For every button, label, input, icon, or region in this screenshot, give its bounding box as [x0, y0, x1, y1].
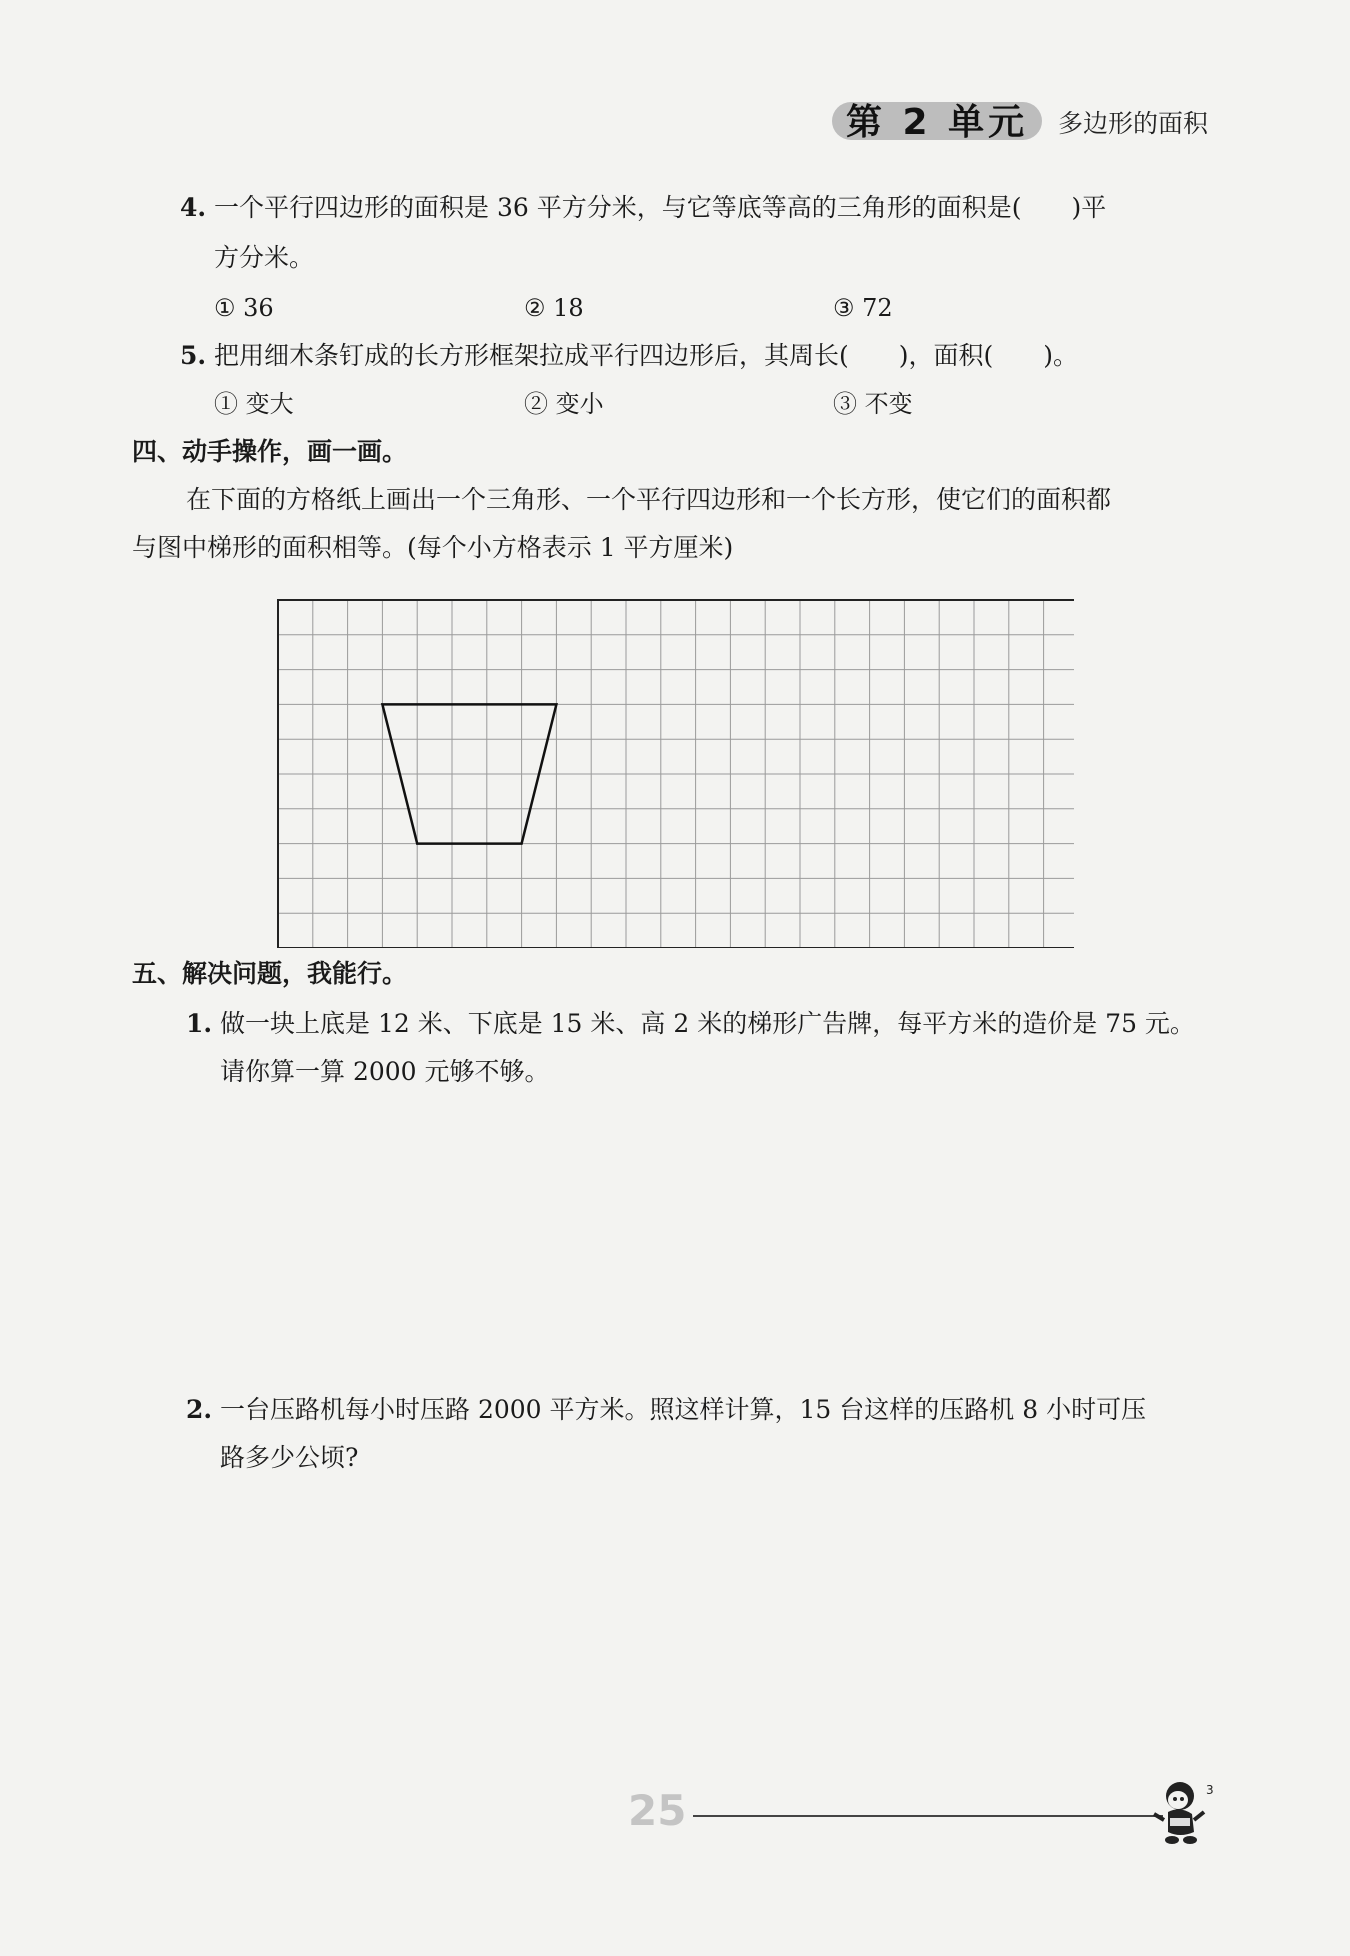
problem-2-line1: 一台压路机每小时压路 2000 平方米。照这样计算，15 台这样的压路机 8 小时可压	[220, 1395, 1147, 1424]
unit-label: 第 2 单元	[846, 101, 1029, 143]
section-4-instruction-line2: 与图中梯形的面积相等。(每个小方格表示 1 平方厘米)	[132, 533, 734, 562]
question-5-option-3: ③ 不变	[833, 390, 913, 418]
question-4-text-line2: 方分米。	[214, 243, 315, 272]
problem-1-line2: 请你算一算 2000 元够不够。	[220, 1057, 550, 1086]
question-5-text: 把用细木条钉成的长方形框架拉成平行四边形后，其周长( )，面积( )。	[214, 341, 1079, 370]
question-4-option-3: ③ 72	[833, 294, 893, 322]
question-4-text-line1: 一个平行四边形的面积是 36 平方分米，与它等底等高的三角形的面积是( )平	[214, 193, 1107, 222]
mascot-icon	[1150, 1776, 1220, 1848]
grid-paper[interactable]	[270, 592, 1074, 948]
unit-topic: 多边形的面积	[1058, 109, 1209, 138]
svg-text:3: 3	[1206, 1783, 1214, 1797]
section-4-title: 四、动手操作，画一画。	[132, 437, 408, 466]
problem-1-line1: 做一块上底是 12 米、下底是 15 米、高 2 米的梯形广告牌，每平方米的造价是 75 元。	[220, 1009, 1195, 1038]
problem-2-line2: 路多少公顷?	[220, 1443, 359, 1472]
section-5-title: 五、解决问题，我能行。	[132, 959, 408, 988]
question-4-option-2: ② 18	[524, 294, 584, 322]
unit-title	[838, 94, 1038, 144]
problem-1-number: 1.	[186, 1009, 213, 1038]
footer-rule	[693, 1815, 1163, 1817]
problem-2-number: 2.	[186, 1395, 213, 1424]
question-4-number: 4.	[180, 193, 207, 222]
page-number: 25	[628, 1786, 687, 1835]
question-4-option-1: ① 36	[214, 294, 274, 322]
section-4-instruction-line1: 在下面的方格纸上画出一个三角形、一个平行四边形和一个长方形，使它们的面积都	[186, 485, 1112, 514]
question-5-number: 5.	[180, 341, 207, 370]
question-5-option-1: ① 变大	[214, 390, 294, 418]
question-5-option-2: ② 变小	[524, 390, 604, 418]
